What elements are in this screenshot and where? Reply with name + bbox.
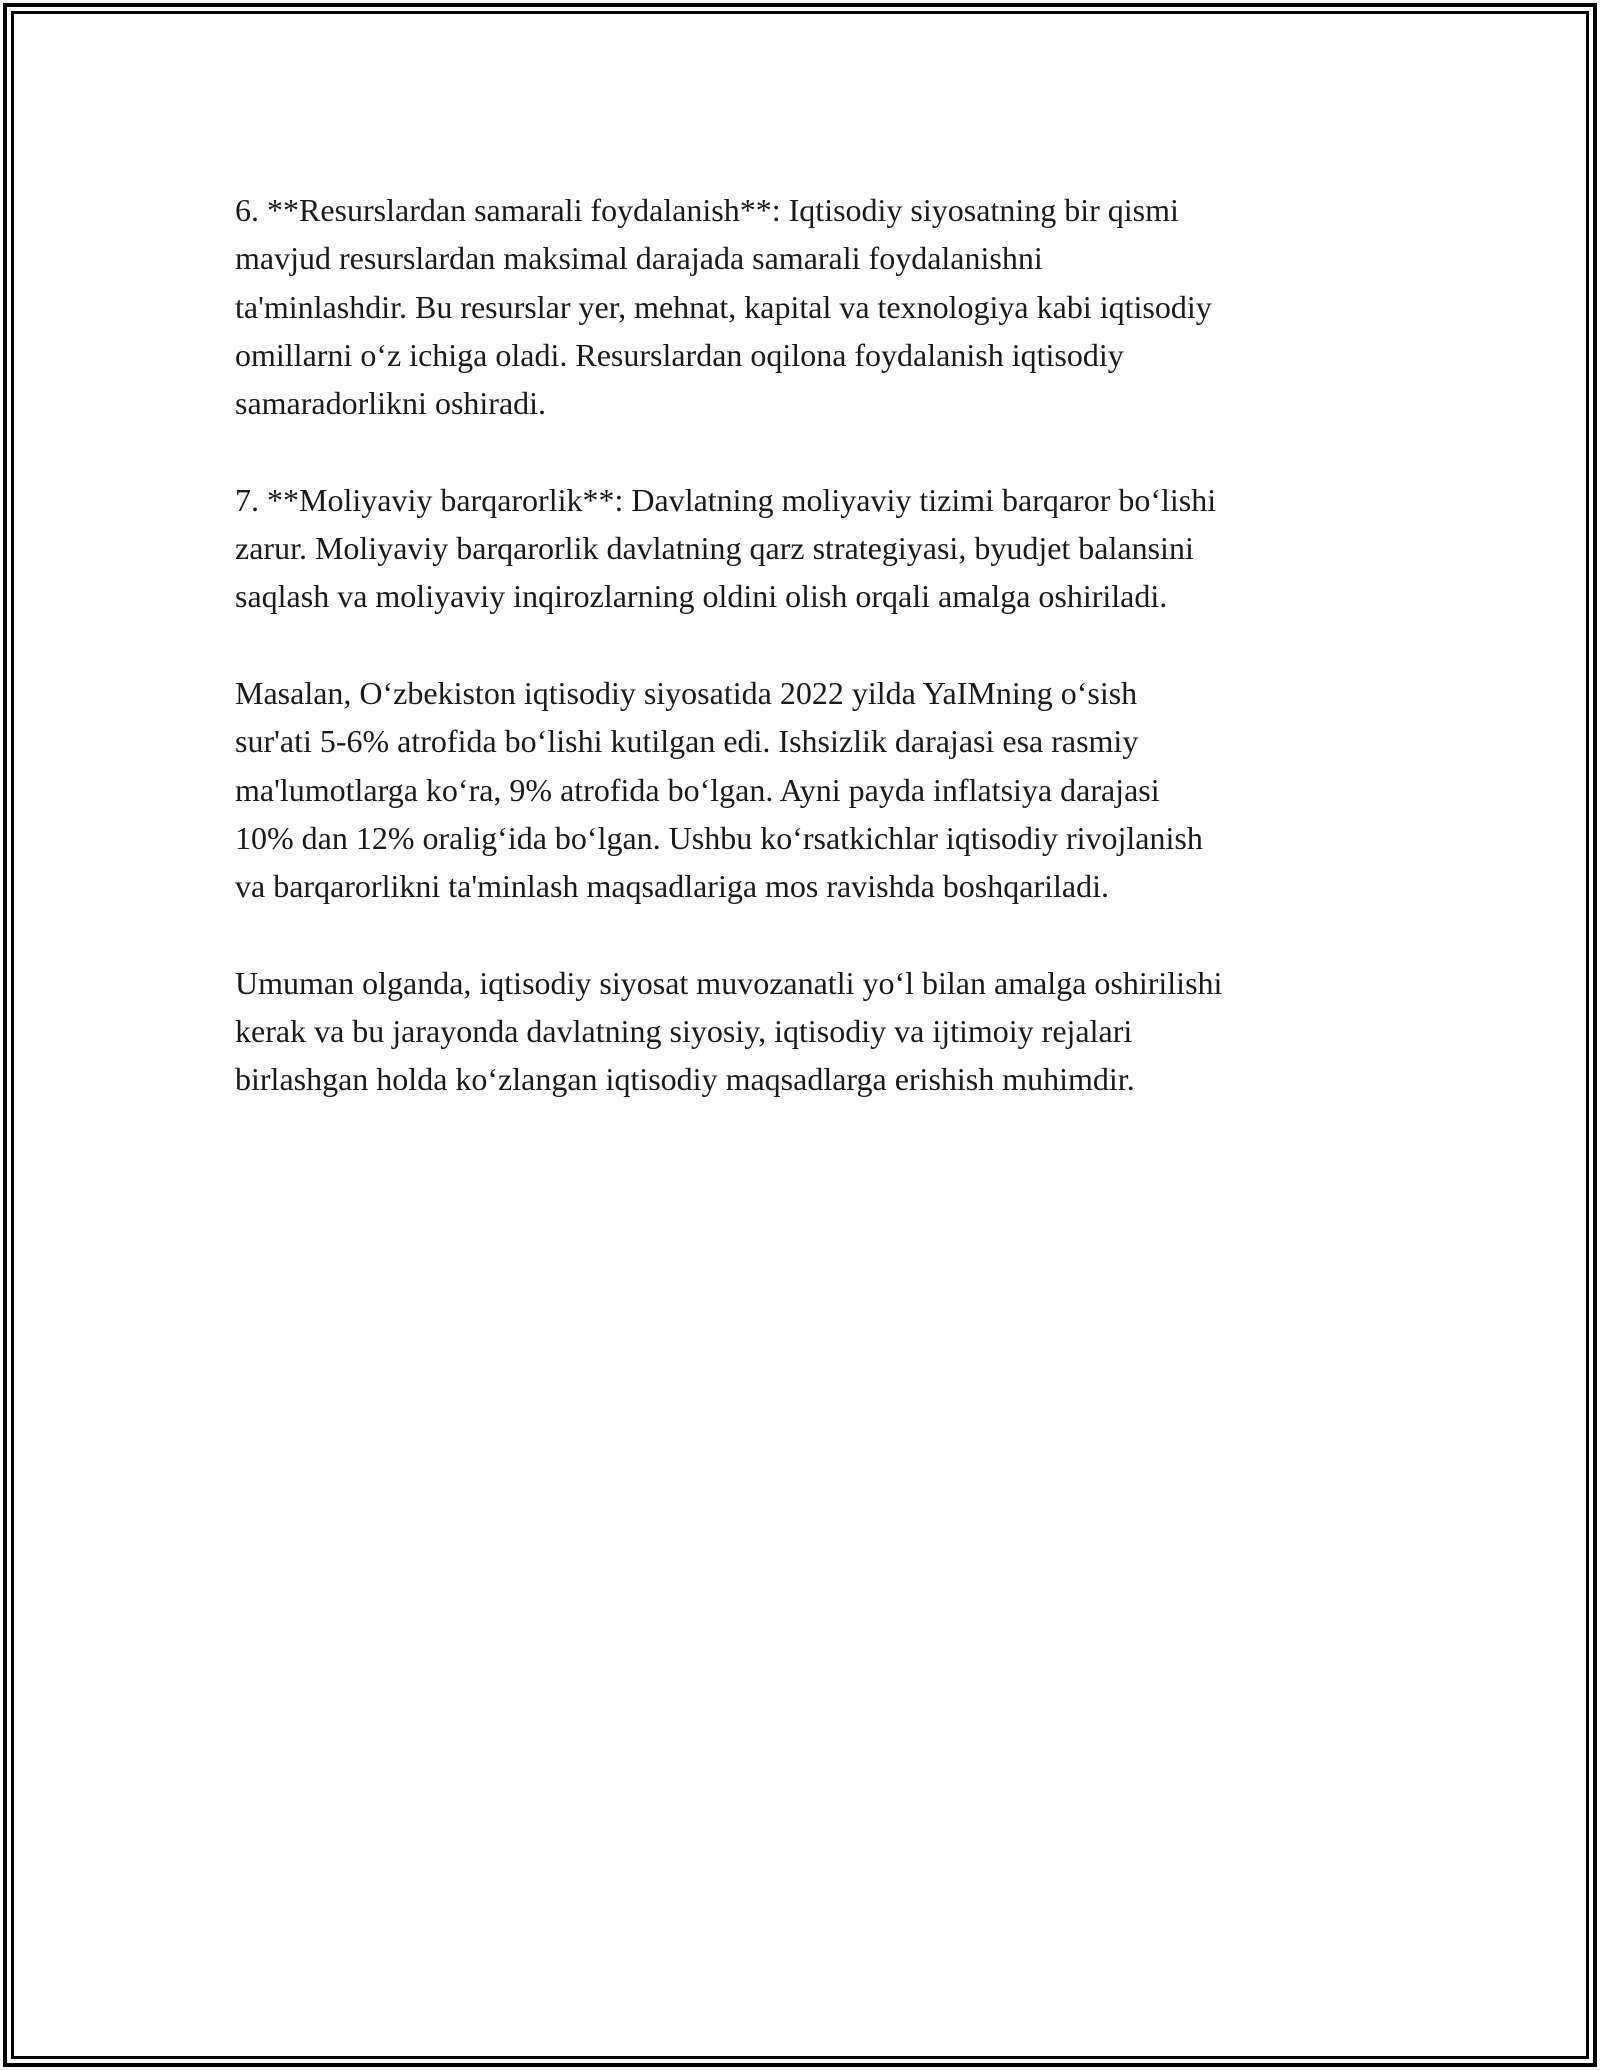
text-line: saqlash va moliyaviy inqirozlarning oldini olish orqali amalga oshiriladi.	[235, 578, 1168, 615]
text-line: sur'ati 5-6% atrofida bo‘lishi kutilgan edi. Ishsizlik darajasi esa rasmiy	[235, 723, 1139, 760]
text-line: ma'lumotlarga ko‘ra, 9% atrofida bo‘lgan. Ayni payda inflatsiya darajasi	[235, 771, 1160, 808]
paragraph-resources	[235, 186, 1375, 427]
text-line: mavjud resurslardan maksimal darajada samarali foydalanishni	[235, 240, 1043, 277]
text-line: Masalan, O‘zbekiston iqtisodiy siyosatida 2022 yilda YaIMning o‘sish	[235, 674, 1138, 711]
text-line: 10% dan 12% oralig‘ida bo‘lgan. Ushbu ko‘rsatkichlar iqtisodiy rivojlanish	[235, 819, 1203, 856]
text-line: zarur. Moliyaviy barqarorlik davlatning qarz strategiyasi, byudjet balansini	[235, 530, 1194, 567]
text-line: omillarni o‘z ichiga oladi. Resurslardan oqilona foydalanish iqtisodiy	[235, 336, 1124, 373]
text-line: Umuman olganda, iqtisodiy siyosat muvozanatli yo‘l bilan amalga oshirilishi	[235, 964, 1223, 1001]
paragraph-financial-stability	[235, 476, 1375, 621]
text-line: birlashgan holda ko‘zlangan iqtisodiy maqsadlarga erishish muhimdir.	[235, 1061, 1135, 1098]
text-line: 7. **Moliyaviy barqarorlik**: Davlatning moliyaviy tizimi barqaror bo‘lishi	[235, 481, 1217, 518]
paragraph-example	[235, 669, 1375, 910]
text-line: 6. **Resurslardan samarali foydalanish**: Iqtisodiy siyosatning bir qismi	[235, 192, 1179, 228]
text-line: samaradorlikni oshiradi.	[235, 385, 547, 422]
paragraph-conclusion	[235, 959, 1375, 1104]
document-body	[235, 186, 1375, 1152]
text-line: kerak va bu jarayonda davlatning siyosiy, iqtisodiy va ijtimoiy rejalari	[235, 1013, 1133, 1050]
text-line: va barqarorlikni ta'minlash maqsadlariga mos ravishda boshqariladi.	[235, 868, 1109, 905]
text-line: ta'minlashdir. Bu resurslar yer, mehnat, kapital va texnologiya kabi iqtisodiy	[235, 288, 1212, 325]
